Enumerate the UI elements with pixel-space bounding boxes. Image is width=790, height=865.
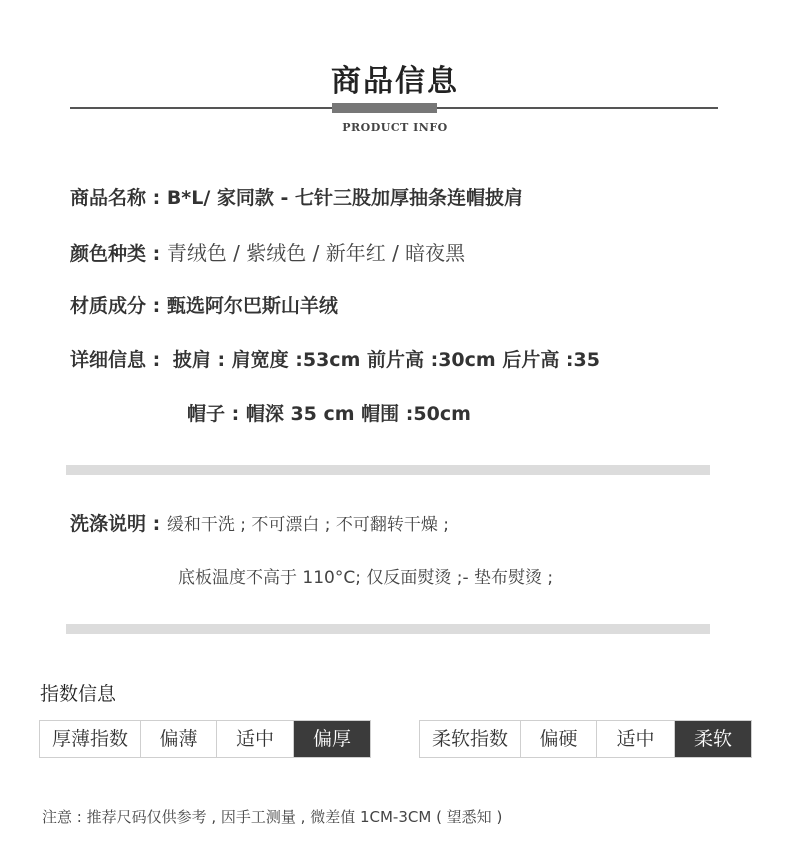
title-divider-accent (332, 103, 437, 113)
spec-detail-cape: 披肩 : 肩宽度 :53cm 前片高 :30cm 后片高 :35 (172, 349, 600, 371)
spec-name-value: B*L/ 家同款 - 七针三股加厚抽条连帽披肩 (166, 187, 524, 209)
spec-detail-hood: 帽子 : 帽深 35 cm 帽围 :50cm (187, 403, 471, 425)
softness-index-label: 柔软指数 (420, 721, 521, 757)
spec-color-row (70, 237, 465, 266)
spec-material-row (70, 291, 338, 318)
page-title: 商品信息 (331, 64, 459, 99)
thickness-index-label: 厚薄指数 (40, 721, 141, 757)
spec-material-value: 甄选阿尔巴斯山羊绒 (166, 295, 338, 317)
page-subtitle: PRODUCT INFO (342, 121, 448, 134)
sizing-note: 注意 : 推荐尺码仅供参考 , 因手工测量 , 微差值 1CM-3CM ( 望悉知 ) (42, 808, 503, 826)
spec-detail-label: 详细信息 : (70, 349, 167, 371)
section-separator (66, 465, 710, 475)
thickness-option-medium: 适中 (217, 721, 294, 757)
thickness-option-thick: 偏厚 (294, 721, 370, 757)
spec-color-value: 青绒色 / 紫绒色 / 新年红 / 暗夜黑 (166, 241, 466, 265)
thickness-index (39, 720, 371, 758)
care-line-1: 缓和干洗 ; 不可漂白 ; 不可翻转干燥 ; (166, 515, 450, 535)
spec-name-row (70, 183, 523, 210)
softness-index (419, 720, 752, 758)
spec-detail-row (70, 345, 600, 372)
section-separator (66, 624, 710, 634)
index-title: 指数信息 (40, 683, 117, 705)
care-line-2: 底板温度不高于 110°C; 仅反面熨烫 ;- 垫布熨烫 ; (178, 568, 554, 588)
spec-material-label: 材质成分 : (70, 295, 167, 317)
spec-color-label: 颜色种类 : (70, 243, 167, 265)
softness-option-firm: 偏硬 (521, 721, 597, 757)
care-row (70, 509, 449, 536)
softness-option-medium: 适中 (597, 721, 675, 757)
thickness-option-thin: 偏薄 (141, 721, 217, 757)
softness-option-soft: 柔软 (675, 721, 751, 757)
spec-name-label: 商品名称 : (70, 187, 167, 209)
care-label: 洗涤说明 : (70, 513, 167, 535)
